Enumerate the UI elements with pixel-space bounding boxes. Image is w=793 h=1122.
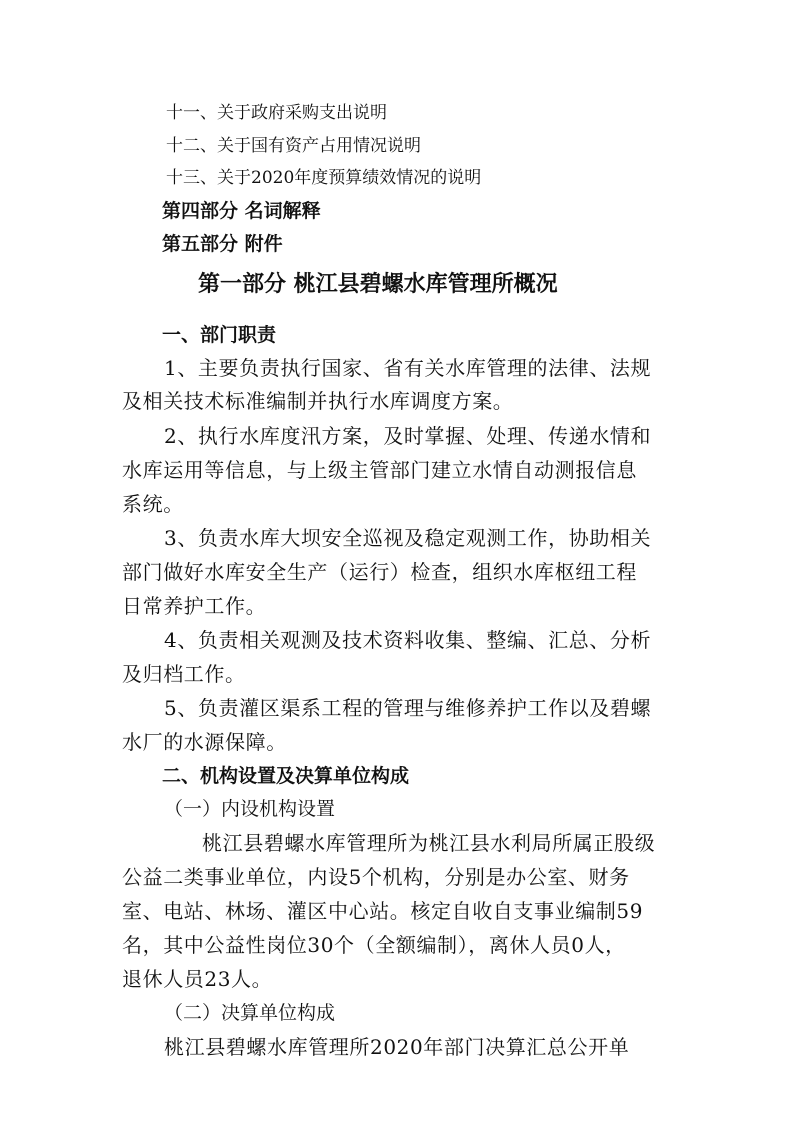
paragraph-line: 3、负责水库大坝安全巡视及稳定观测工作，协助相关: [164, 526, 652, 550]
paragraph-line: 桃江县碧螺水库管理所2020年部门决算汇总公开单: [164, 1035, 630, 1059]
toc-item-12: 十二、关于国有资产占用情况说明: [166, 136, 421, 156]
paragraph-line: 室、电站、林场、灌区中心站。核定自收自支事业编制59: [122, 899, 644, 923]
paragraph-line: 部门做好水库安全生产（运行）检查，组织水库枢纽工程: [122, 560, 637, 584]
toc-item-13: 十三、关于2020年度预算绩效情况的说明: [166, 168, 482, 188]
toc-part-5: 第五部分 附件: [162, 233, 283, 255]
paragraph-line: 2、执行水库度汛方案，及时掌握、处理、传递水情和: [164, 424, 652, 448]
paragraph-line: 5、负责灌区渠系工程的管理与维修养护工作以及碧螺: [164, 696, 652, 720]
toc-item-11: 十一、关于政府采购支出说明: [166, 103, 387, 123]
section-1-heading: 一、部门职责: [162, 324, 277, 346]
paragraph-line: 系统。: [122, 492, 184, 516]
paragraph-line: 公益二类事业单位，内设5个机构，分别是办公室、财务: [122, 865, 630, 889]
paragraph-line: 4、负责相关观测及技术资料收集、整编、汇总、分析: [164, 628, 652, 652]
paragraph-line: 水厂的水源保障。: [122, 730, 287, 754]
paragraph-line: 桃江县碧螺水库管理所为桃江县水利局所属正股级: [202, 831, 656, 855]
subsection-2-heading: （二）决算单位构成: [164, 1002, 336, 1024]
toc-part-4: 第四部分 名词解释: [162, 200, 321, 222]
paragraph-line: 日常养护工作。: [122, 594, 267, 618]
section-2-heading: 二、机构设置及决算单位构成: [162, 765, 410, 787]
paragraph-line: 及相关技术标准编制并执行水库调度方案。: [122, 389, 514, 413]
paragraph-line: 1、主要负责执行国家、省有关水库管理的法律、法规: [164, 356, 652, 380]
paragraph-line: 退休人员23人。: [122, 967, 273, 991]
subsection-1-heading: （一）内设机构设置: [164, 798, 336, 820]
paragraph-line: 名，其中公益性岗位30个（全额编制），离休人员0人，: [122, 933, 626, 957]
chapter-title: 第一部分 桃江县碧螺水库管理所概况: [198, 272, 558, 297]
paragraph-line: 水库运用等信息，与上级主管部门建立水情自动测报信息: [122, 458, 637, 482]
paragraph-line: 及归档工作。: [122, 662, 246, 686]
